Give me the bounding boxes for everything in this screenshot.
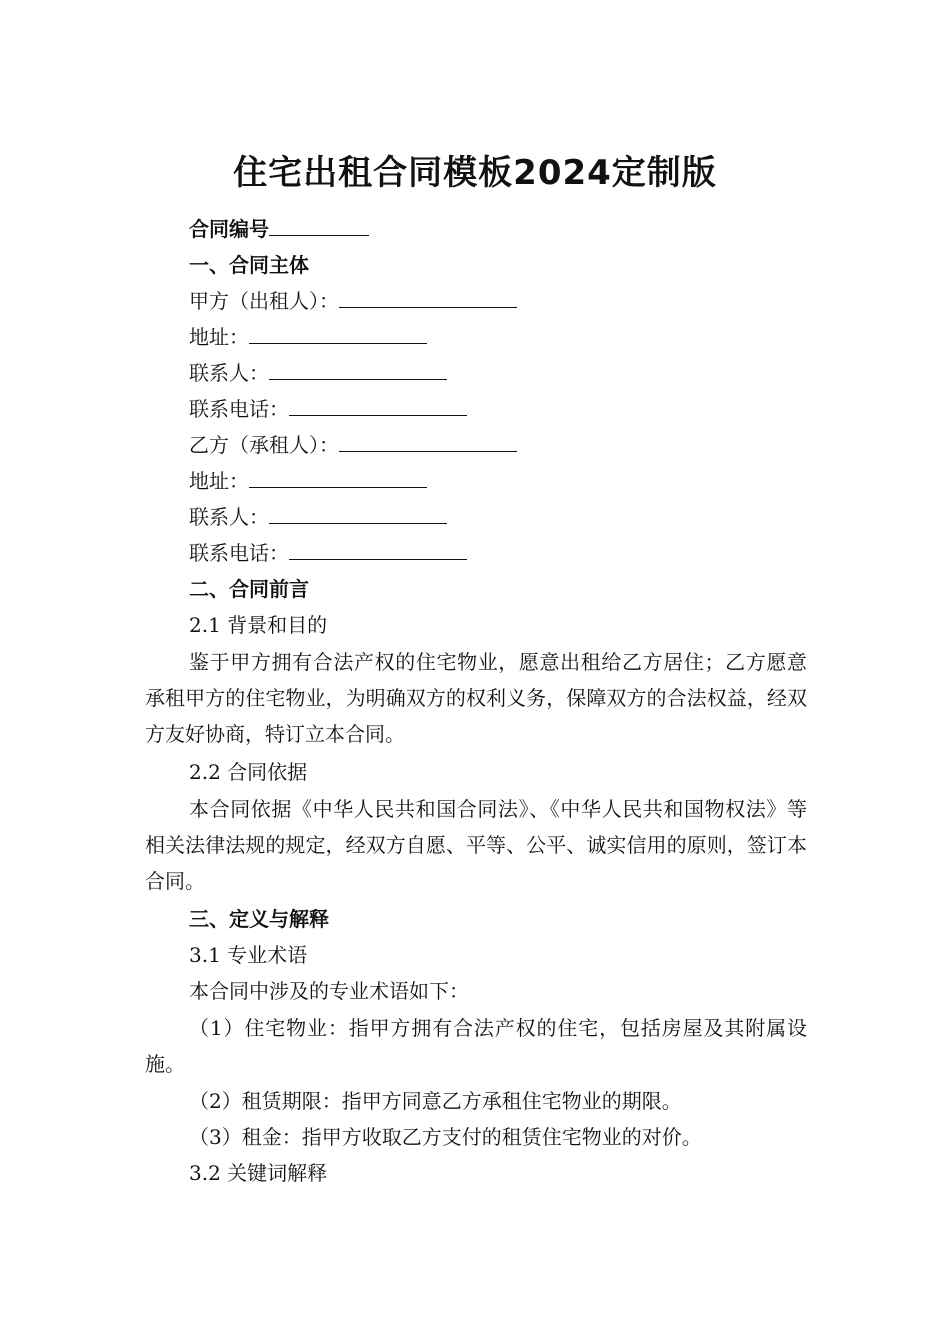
party-a-phone-blank[interactable] <box>289 394 467 416</box>
party-a-address-label: 地址： <box>189 325 249 349</box>
subsection-3-2: 3.2 关键词解释 <box>189 1161 328 1185</box>
party-b-contact-blank[interactable] <box>269 502 447 524</box>
party-b-address-blank[interactable] <box>249 466 427 488</box>
contract-number-label: 合同编号 <box>189 217 269 241</box>
party-a-contact-line <box>189 358 447 388</box>
section-heading-parties: 一、合同主体 <box>189 253 309 277</box>
contract-number-blank[interactable] <box>269 214 369 236</box>
party-b-phone-label: 联系电话： <box>189 541 289 565</box>
section-heading-definitions: 三、定义与解释 <box>189 907 329 931</box>
party-b-phone-line <box>189 538 467 568</box>
party-a-phone-line <box>189 394 467 424</box>
terms-intro: 本合同中涉及的专业术语如下： <box>189 979 469 1003</box>
party-b-label: 乙方（承租人）： <box>189 433 339 457</box>
document-title: 住宅出租合同模板2024定制版 <box>233 153 717 193</box>
paragraph-legal-basis: 本合同依据《中华人民共和国合同法》、《中华人民共和国物权法》等相关法律法规的规定，经双方自愿、平等、公平、诚实信用的原则，签订本合同。 <box>145 797 807 893</box>
party-b-contact-label: 联系人： <box>189 505 269 529</box>
party-a-contact-label: 联系人： <box>189 361 269 385</box>
party-a-phone-label: 联系电话： <box>189 397 289 421</box>
contract-number-line <box>189 214 369 244</box>
party-a-line <box>189 286 517 316</box>
subsection-2-1: 2.1 背景和目的 <box>189 613 328 637</box>
party-b-phone-blank[interactable] <box>289 538 467 560</box>
party-b-address-line <box>189 466 427 496</box>
section-heading-preamble: 二、合同前言 <box>189 577 309 601</box>
subsection-3-1: 3.1 专业术语 <box>189 943 308 967</box>
paragraph-background: 鉴于甲方拥有合法产权的住宅物业，愿意出租给乙方居住；乙方愿意承租甲方的住宅物业，为明确双方的权利义务，保障双方的合法权益，经双方友好协商，特订立本合同。 <box>145 650 807 746</box>
party-a-blank[interactable] <box>339 286 517 308</box>
party-b-blank[interactable] <box>339 430 517 452</box>
party-b-address-label: 地址： <box>189 469 249 493</box>
term-item-1: （1）住宅物业：指甲方拥有合法产权的住宅，包括房屋及其附属设施。 <box>145 1016 807 1076</box>
party-b-line <box>189 430 517 460</box>
party-a-address-blank[interactable] <box>249 322 427 344</box>
party-b-contact-line <box>189 502 447 532</box>
party-a-contact-blank[interactable] <box>269 358 447 380</box>
party-a-address-line <box>189 322 427 352</box>
party-a-label: 甲方（出租人）： <box>189 289 339 313</box>
subsection-2-2: 2.2 合同依据 <box>189 760 308 784</box>
term-item-3: （3）租金：指甲方收取乙方支付的租赁住宅物业的对价。 <box>189 1125 702 1149</box>
term-item-2: （2）租赁期限：指甲方同意乙方承租住宅物业的期限。 <box>189 1089 682 1113</box>
